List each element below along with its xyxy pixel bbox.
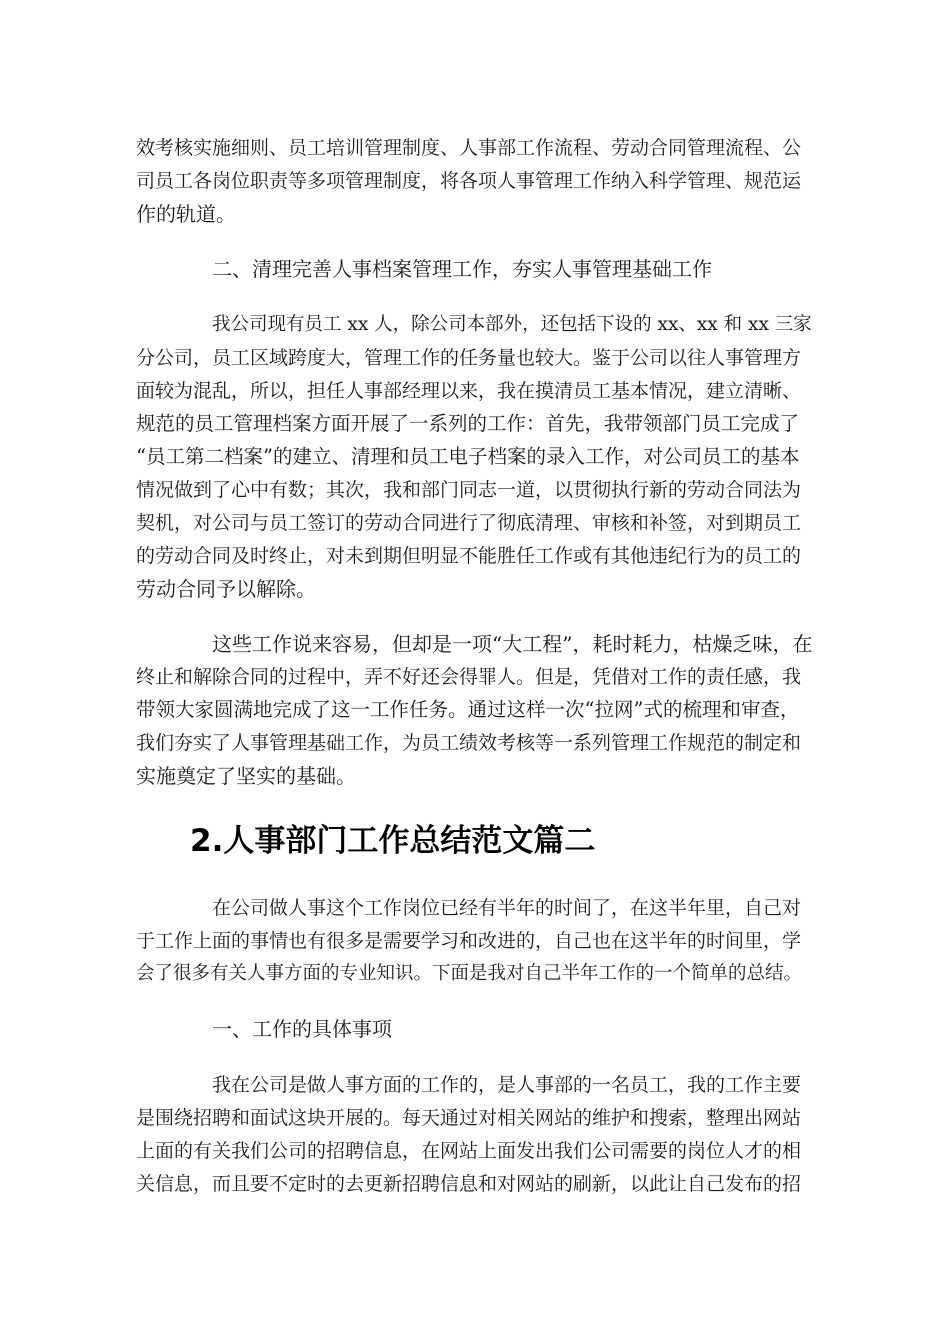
paragraph-line: 效考核实施细则、员工培训管理制度、人事部工作流程、劳动合同管理流程、公 xyxy=(136,137,802,159)
paragraph-line: 实施奠定了坚实的基础。 xyxy=(136,764,356,788)
paragraph-line: 终止和解除合同的过程中，弄不好还会得罪人。但是，凭借对工作的责任感，我 xyxy=(136,666,802,688)
paragraph-line: 是围绕招聘和面试这块开展的。每天通过对相关网站的维护和搜索，整理出网站 xyxy=(136,1107,802,1129)
paragraph-line: 会了很多有关人事方面的专业知识。下面是我对自己半年工作的一个简单的总结。 xyxy=(136,963,803,984)
paragraph-line: 作的轨道。 xyxy=(136,202,236,226)
paragraph-line: 司员工各岗位职责等多项管理制度，将各项人事管理工作纳入科学管理、规范运 xyxy=(136,170,802,192)
paragraph-line: 分公司，员工区域跨度大，管理工作的任务量也较大。鉴于公司以往人事管理方 xyxy=(136,347,802,369)
paragraph-line: 带领大家圆满地完成了这一工作任务。通过这样一次“拉网”式的梳理和审查， xyxy=(136,698,800,721)
paragraph-line: 关信息，而且要不定时的去更新招聘信息和对网站的刷新，以此让自己发布的招 xyxy=(136,1173,802,1195)
subheading-line: 一、工作的具体事项 xyxy=(212,1017,392,1041)
paragraph-line: 我在公司是做人事方面的工作的，是人事部的一名员工，我的工作主要 xyxy=(212,1074,802,1096)
paragraph-line: 面较为混乱，所以，担任人事部经理以来，我在摸清员工基本情况，建立清晰、 xyxy=(136,380,802,402)
paragraph-line: 于工作上面的事情也有很多是需要学习和改进的，自己也在这半年的时间里，学 xyxy=(136,930,802,952)
paragraph-line: 情况做到了心中有数；其次，我和部门同志一道，以贯彻执行新的劳动合同法为 xyxy=(136,479,802,501)
paragraph-line: 这些工作说来容易，但却是一项“大工程”，耗时耗力，枯燥乏味，在 xyxy=(212,632,813,656)
paragraph-line: 劳动合同予以解除。 xyxy=(136,577,316,601)
paragraph-line: “员工第二档案”的建立、清理和员工电子档案的录入工作，对公司员工的基本 xyxy=(136,445,800,468)
paragraph-line: 的劳动合同及时终止，对未到期但明显不能胜任工作或有其他违纪行为的员工的 xyxy=(136,545,802,567)
paragraph-line: 契机，对公司与员工签订的劳动合同进行了彻底清理、审核和补签，对到期员工 xyxy=(136,512,802,534)
paragraph-line: 在公司做人事这个工作岗位已经有半年的时间了，在这半年里，自己对 xyxy=(212,897,802,919)
paragraph-line: 我公司现有员工 xx 人，除公司本部外，还包括下设的 xx、xx 和 xx 三家 xyxy=(212,314,812,335)
paragraph-line: 规范的员工管理档案方面开展了一系列的工作：首先，我带领部门员工完成了 xyxy=(136,412,800,435)
paragraph-line: 上面的有关我们公司的招聘信息，在网站上面发出我们公司需要的岗位人才的相 xyxy=(136,1140,802,1162)
paragraph-line: 我们夯实了人事管理基础工作，为员工绩效考核等一系列管理工作规范的制定和 xyxy=(136,732,802,754)
subheading-line: 二、清理完善人事档案管理工作，夯实人事管理基础工作 xyxy=(212,257,712,281)
section-title: 2.人事部门工作总结范文篇二 xyxy=(190,823,596,859)
